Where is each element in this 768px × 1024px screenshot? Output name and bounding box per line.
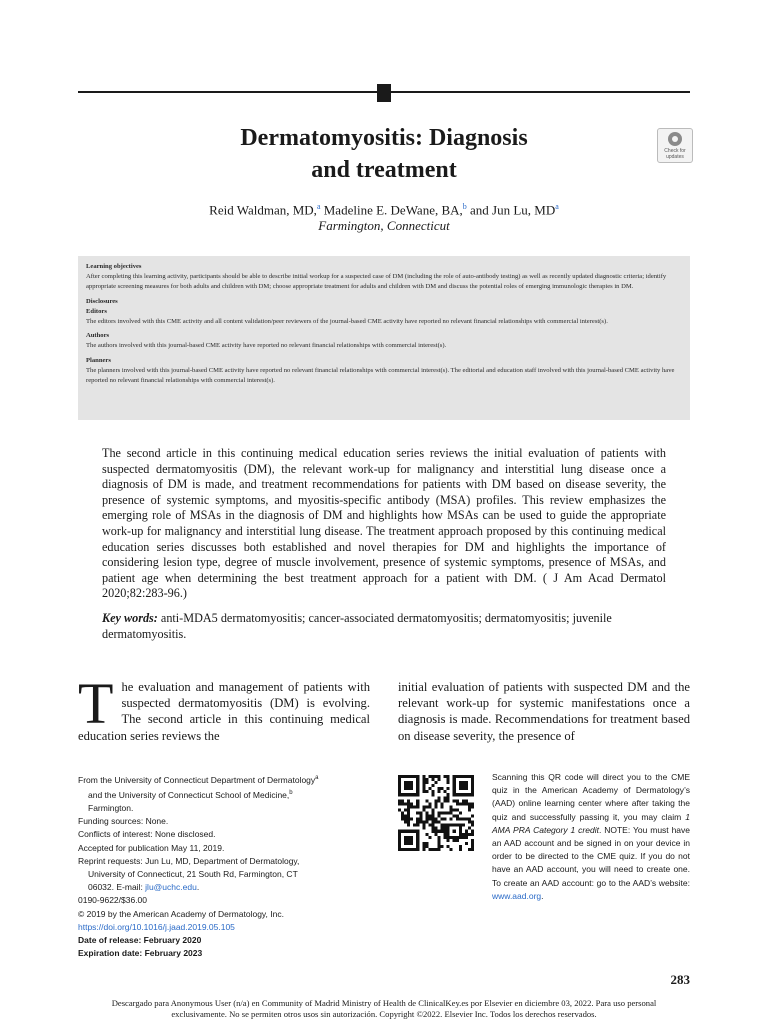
footnote-conflicts: Conflicts of interest: None disclosed.	[78, 829, 216, 840]
planners-text: The planners involved with this journal-based CME activity have reported no relevant financial relationships with commercial interest(s). The editorial and education staff involved with this journal-based CME activity have reported no relevant financial relationships with commercial interest(s).	[86, 366, 675, 385]
aad-website-link[interactable]: www.aad.org	[492, 890, 542, 901]
footnote-copyright: © 2019 by the American Academy of Dermatology, Inc.	[78, 908, 284, 919]
keywords-label: Key words:	[102, 611, 158, 625]
keywords-text: anti-MDA5 dermatomyositis; cancer-associated dermatomyositis; dermatomyositis; juvenile dermatomyositis.	[102, 611, 612, 641]
qr-code-icon[interactable]	[398, 775, 474, 851]
footnote-funding: Funding sources: None.	[78, 816, 169, 827]
author-block	[100, 199, 668, 234]
drop-cap: T	[78, 671, 114, 736]
learning-objectives-text: After completing this learning activity, participants should be able to describe initial workup for a suspected case of DM (including the role of auto-antibody testing) as well as recently updated diagnostic criteria; identify appropriate screening measures for both adults and children with DM; choose appropriate treatment for adults and children with DM and discuss the potential roles of emerging immunologic therapies in DM.	[86, 273, 667, 291]
body-text-col-1: he evaluation and management of patients with suspected dermatomyositis (DM) is evolving. The second article in this continuing medical education series reviews the	[78, 680, 370, 743]
disclosures-heading: Disclosures	[86, 297, 118, 305]
article-title	[150, 122, 618, 186]
author-3: and Jun Lu, MD	[466, 202, 556, 218]
author-1: Reid Waldman, MD,	[209, 202, 317, 218]
affiliation-link-b[interactable]: b	[462, 202, 467, 211]
editors-heading: Editors	[86, 307, 107, 315]
learning-objectives-heading: Learning objectives	[86, 263, 142, 270]
page-number: 283	[670, 972, 690, 987]
release-date: Date of release: February 2020	[78, 935, 202, 946]
authors-heading: Authors	[86, 332, 110, 340]
footnotes: From the University of Connecticut Department of Dermatology$^a$ and the University of Connecticut School of Medicine,$^b$ Farmington. Funding sources: None. Conflicts of interest: None disclosed. Accepted for publication May 11, 2019. Reprint requests: Jun Lu, MD, Department of Dermatology, University of Connecticut, 21 South Rd, Farmington, CT 06032. E-mail: jlu@uchc.edu. 0190-9622/$36.00 © 2019 by the American Academy of Dermatology, Inc. https://doi.org/10.1016/j.jaad.2019.05.105 Date of release: February 2020 Expiration date: February 2023	[78, 772, 370, 961]
author-2: Madeline E. DeWane, BA,	[320, 202, 463, 218]
title-line-1: Dermatomyositis: Diagnosis	[240, 125, 528, 151]
check-for-updates-badge[interactable]	[657, 128, 693, 163]
download-notice: Descargado para Anonymous User (n/a) en Community of Madrid Ministry of Health de ClinicalKey.es por Elsevier en diciembre 03, 2022. Para uso personal exclusivamente. No se permiten otros usos sin autorización. Copyright ©2022. Elsevier Inc. Todos los derechos reservados.	[111, 998, 657, 1019]
authors-text: The authors involved with this journal-based CME activity have reported no relevant financial relationships with commercial interest(s).	[86, 342, 447, 350]
editors-text: The editors involved with this CME activity and all content validation/peer reviewers of the journal-based CME activity have reported no relevant financial relationships with commercial interest(s).	[86, 318, 608, 326]
check-for-updates-icon	[668, 132, 682, 146]
affiliation-link-a[interactable]: a	[316, 202, 321, 211]
author-list	[100, 199, 668, 218]
title-line-2: and treatment	[311, 157, 457, 183]
body-column-1	[78, 671, 370, 744]
doi-link[interactable]: https://doi.org/10.1016/j.jaad.2019.05.105	[78, 921, 235, 932]
footnote-affiliation: From the University of Connecticut Department of Dermatology$^a$	[78, 774, 319, 785]
check-for-updates-label: Check for updates	[664, 148, 686, 160]
footnote-reprint: Reprint requests: Jun Lu, MD, Department of Dermatology,	[78, 855, 300, 866]
footnote-accepted: Accepted for publication May 11, 2019.	[78, 842, 225, 853]
body-column-2: initial evaluation of patients with suspected DM and the relevant work-up for systemic manifestations once a diagnosis is made. Recommendations for treatment based on disease severity, the presence of	[398, 680, 690, 743]
expiration-date: Expiration date: February 2023	[78, 948, 203, 959]
keywords	[102, 611, 666, 642]
affiliation-link-a-2[interactable]: a	[555, 202, 559, 211]
author-location: Farmington, Connecticut	[318, 218, 450, 234]
qr-instructions: Scanning this QR code will direct you to the CME quiz in the American Academy of Dermatology’s (AAD) online learning center where after taking the quiz and successfully passing it, you may claim 1 AMA PRA Category 1 credit. NOTE: You must have an AAD account and be signed in on your device in order to be directed to the CME quiz. If you do not have an AAD account, you will need to create one. To create an AAD account: go to the AAD’s website: www.aad.org.	[492, 772, 691, 901]
footnote-issn: 0190-9622/$36.00	[78, 895, 148, 906]
email-link[interactable]: jlu@uchc.edu	[145, 882, 197, 893]
planners-heading: Planners	[86, 356, 111, 364]
cme-info-box	[78, 256, 690, 420]
header-rule-marker	[377, 84, 391, 102]
abstract: The second article in this continuing medical education series reviews the initial evaluation of patients with suspected dermatomyositis (DM), the relevant work-up for malignancy and interstitial lung disease once a diagnosis of DM is made, and treatment recommendations for patients with DM based on disease severity, the presence of systemic symptoms, and myositis-specific antibody (MSA) profiles. This review emphasizes the emerging role of MSAs in the diagnosis of DM and highlights how MSAs can be used to guide the appropriate work-up for malignancy and interstitial lung disease. The treatment approach proposed by this continuing medical education series discusses both established and novel therapies for DM and highlights the importance of considering lesion type, degree of muscle involvement, presence of systemic symptoms, presence of MSAs, and patient age when determining the best treatment approach for a patient with DM. ( J Am Acad Dermatol 2020;82:283-96.)	[102, 446, 666, 601]
